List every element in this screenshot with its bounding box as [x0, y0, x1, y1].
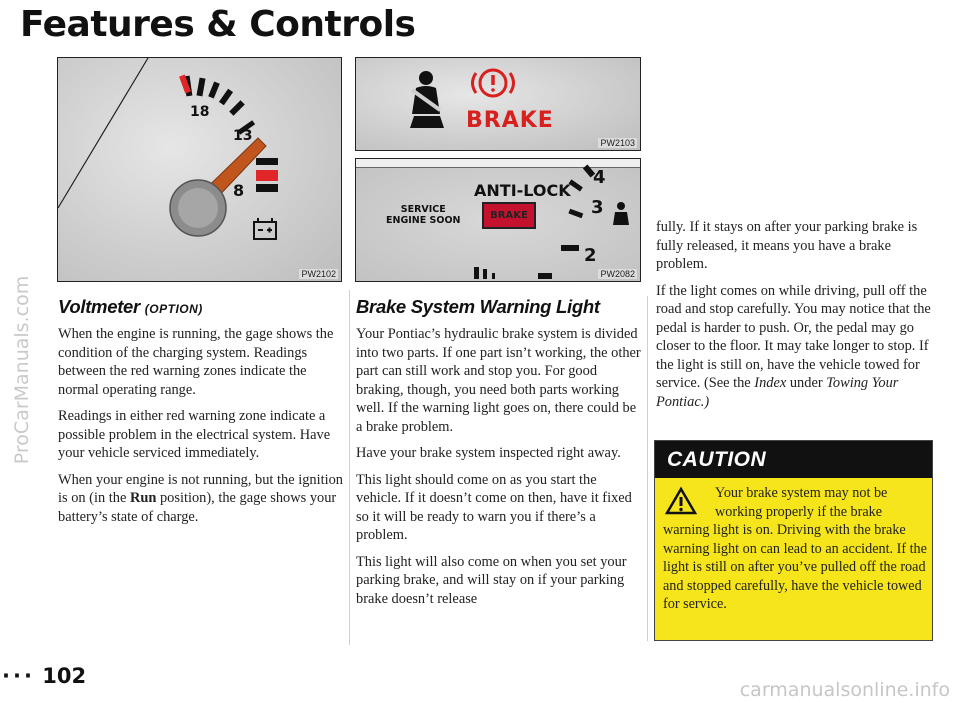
brake-badge: BRAKE [482, 202, 536, 229]
page-title: Features & Controls [20, 4, 416, 45]
option-label: (OPTION) [144, 302, 203, 316]
antilock-illustration [355, 158, 641, 282]
caution-text: Your brake system may not be working properly if the brake warning light is on. Driving with the brake warning light on can lead to an accident. If the light is still on after you’ve pulled off the road and stopped carefully, have the vehicle towed for service. [663, 485, 927, 612]
page-number [2, 664, 86, 688]
column-divider [349, 290, 350, 645]
paragraph: When the engine is running, the gage shows the condition of the charging system. Readings between the red warning zones indicate the normal operating range. [58, 326, 334, 398]
antilock-label: ANTI-LOCK [474, 181, 571, 200]
section-title [58, 296, 344, 318]
paragraph: Readings in either red warning zone indicate a possible problem in the electrical system. Have your vehicle serviced immediately. [58, 408, 331, 461]
service-line-2: ENGINE SOON [386, 215, 461, 226]
page-number-dots: ··· [2, 664, 35, 688]
brake-light-illustration [355, 57, 641, 151]
text-run: If the light comes on while driving, pull off the road and stop carefully. You may notice that the pedal is harder to push. Or, the pedal may go closer to the floor. It may take longer to stop. If the light is still on, have the vehicle towed for service. (See the [656, 282, 931, 391]
index-reference: Index [754, 375, 787, 391]
voltmeter-title: Voltmeter [58, 296, 140, 317]
bottom-watermark: carmanualsonline.info [739, 679, 950, 701]
service-line-1: SERVICE [400, 204, 446, 215]
warning-triangle-icon [665, 486, 709, 516]
run-position-label: Run [129, 490, 157, 506]
brake-label: BRAKE [466, 108, 554, 133]
brake-continued-section [656, 218, 946, 419]
voltmeter-illustration [57, 57, 342, 282]
paragraph: Have your brake system inspected right away. [356, 445, 621, 461]
side-watermark-text: ProCarManuals.com [11, 275, 33, 465]
brake-warning-icon [473, 70, 514, 96]
towing-reference: Towing Your Pontiac.) [656, 375, 899, 410]
page-number-value: 102 [42, 664, 87, 688]
seatbelt-icon [410, 71, 444, 128]
voltmeter-gauge-drawing [58, 58, 340, 280]
paragraph: This light will also come on when you set your parking brake, and will stay on if your parking brake doesn’t release [356, 553, 627, 607]
paragraph [58, 471, 344, 527]
side-watermark [2, 130, 42, 610]
voltmeter-section [58, 296, 344, 534]
tick-label-18: 18 [190, 104, 210, 120]
column-divider [647, 296, 648, 641]
paragraph: This light should come on as you start the vehicle. If it doesn’t come on then, have it fixed so it will be ready to warn you if there’s a problem. [356, 471, 632, 543]
caution-header [655, 441, 932, 478]
gear-label-2: 2 [584, 245, 597, 266]
paragraph: fully. If it stays on after your parking brake is fully released, it means you have a brake problem. [656, 219, 918, 272]
seatbelt-and-brake-icons [356, 58, 640, 150]
gear-label-4: 4 [593, 167, 606, 188]
figure-code: PW2102 [301, 269, 336, 279]
paragraph: Your Pontiac’s hydraulic brake system is divided into two parts. If one part isn’t working, the other part can still work and stop you. For good braking, though, you need both parts working well. If the warning light goes on, there could be a brake problem. [356, 326, 641, 435]
brake-warning-section [356, 296, 642, 616]
section-title: Brake System Warning Light [356, 296, 600, 317]
text-run: When your engine is not running, but the ignition is on (in the [58, 471, 343, 506]
seatbelt-icon-small [613, 202, 629, 225]
tick-label-13: 13 [233, 128, 253, 144]
caution-box [654, 440, 933, 641]
caution-heading: CAUTION [667, 447, 767, 471]
battery-icon [254, 218, 276, 239]
caution-text-block [663, 484, 927, 614]
gear-label-3: 3 [591, 197, 604, 218]
tick-label-8: 8 [233, 181, 245, 200]
paragraph [656, 282, 946, 412]
figure-code: PW2082 [600, 269, 635, 279]
text-run: under [786, 375, 827, 391]
text-run: position), the gage shows your battery’s state of charge. [58, 490, 337, 525]
figure-code: PW2103 [600, 138, 635, 148]
